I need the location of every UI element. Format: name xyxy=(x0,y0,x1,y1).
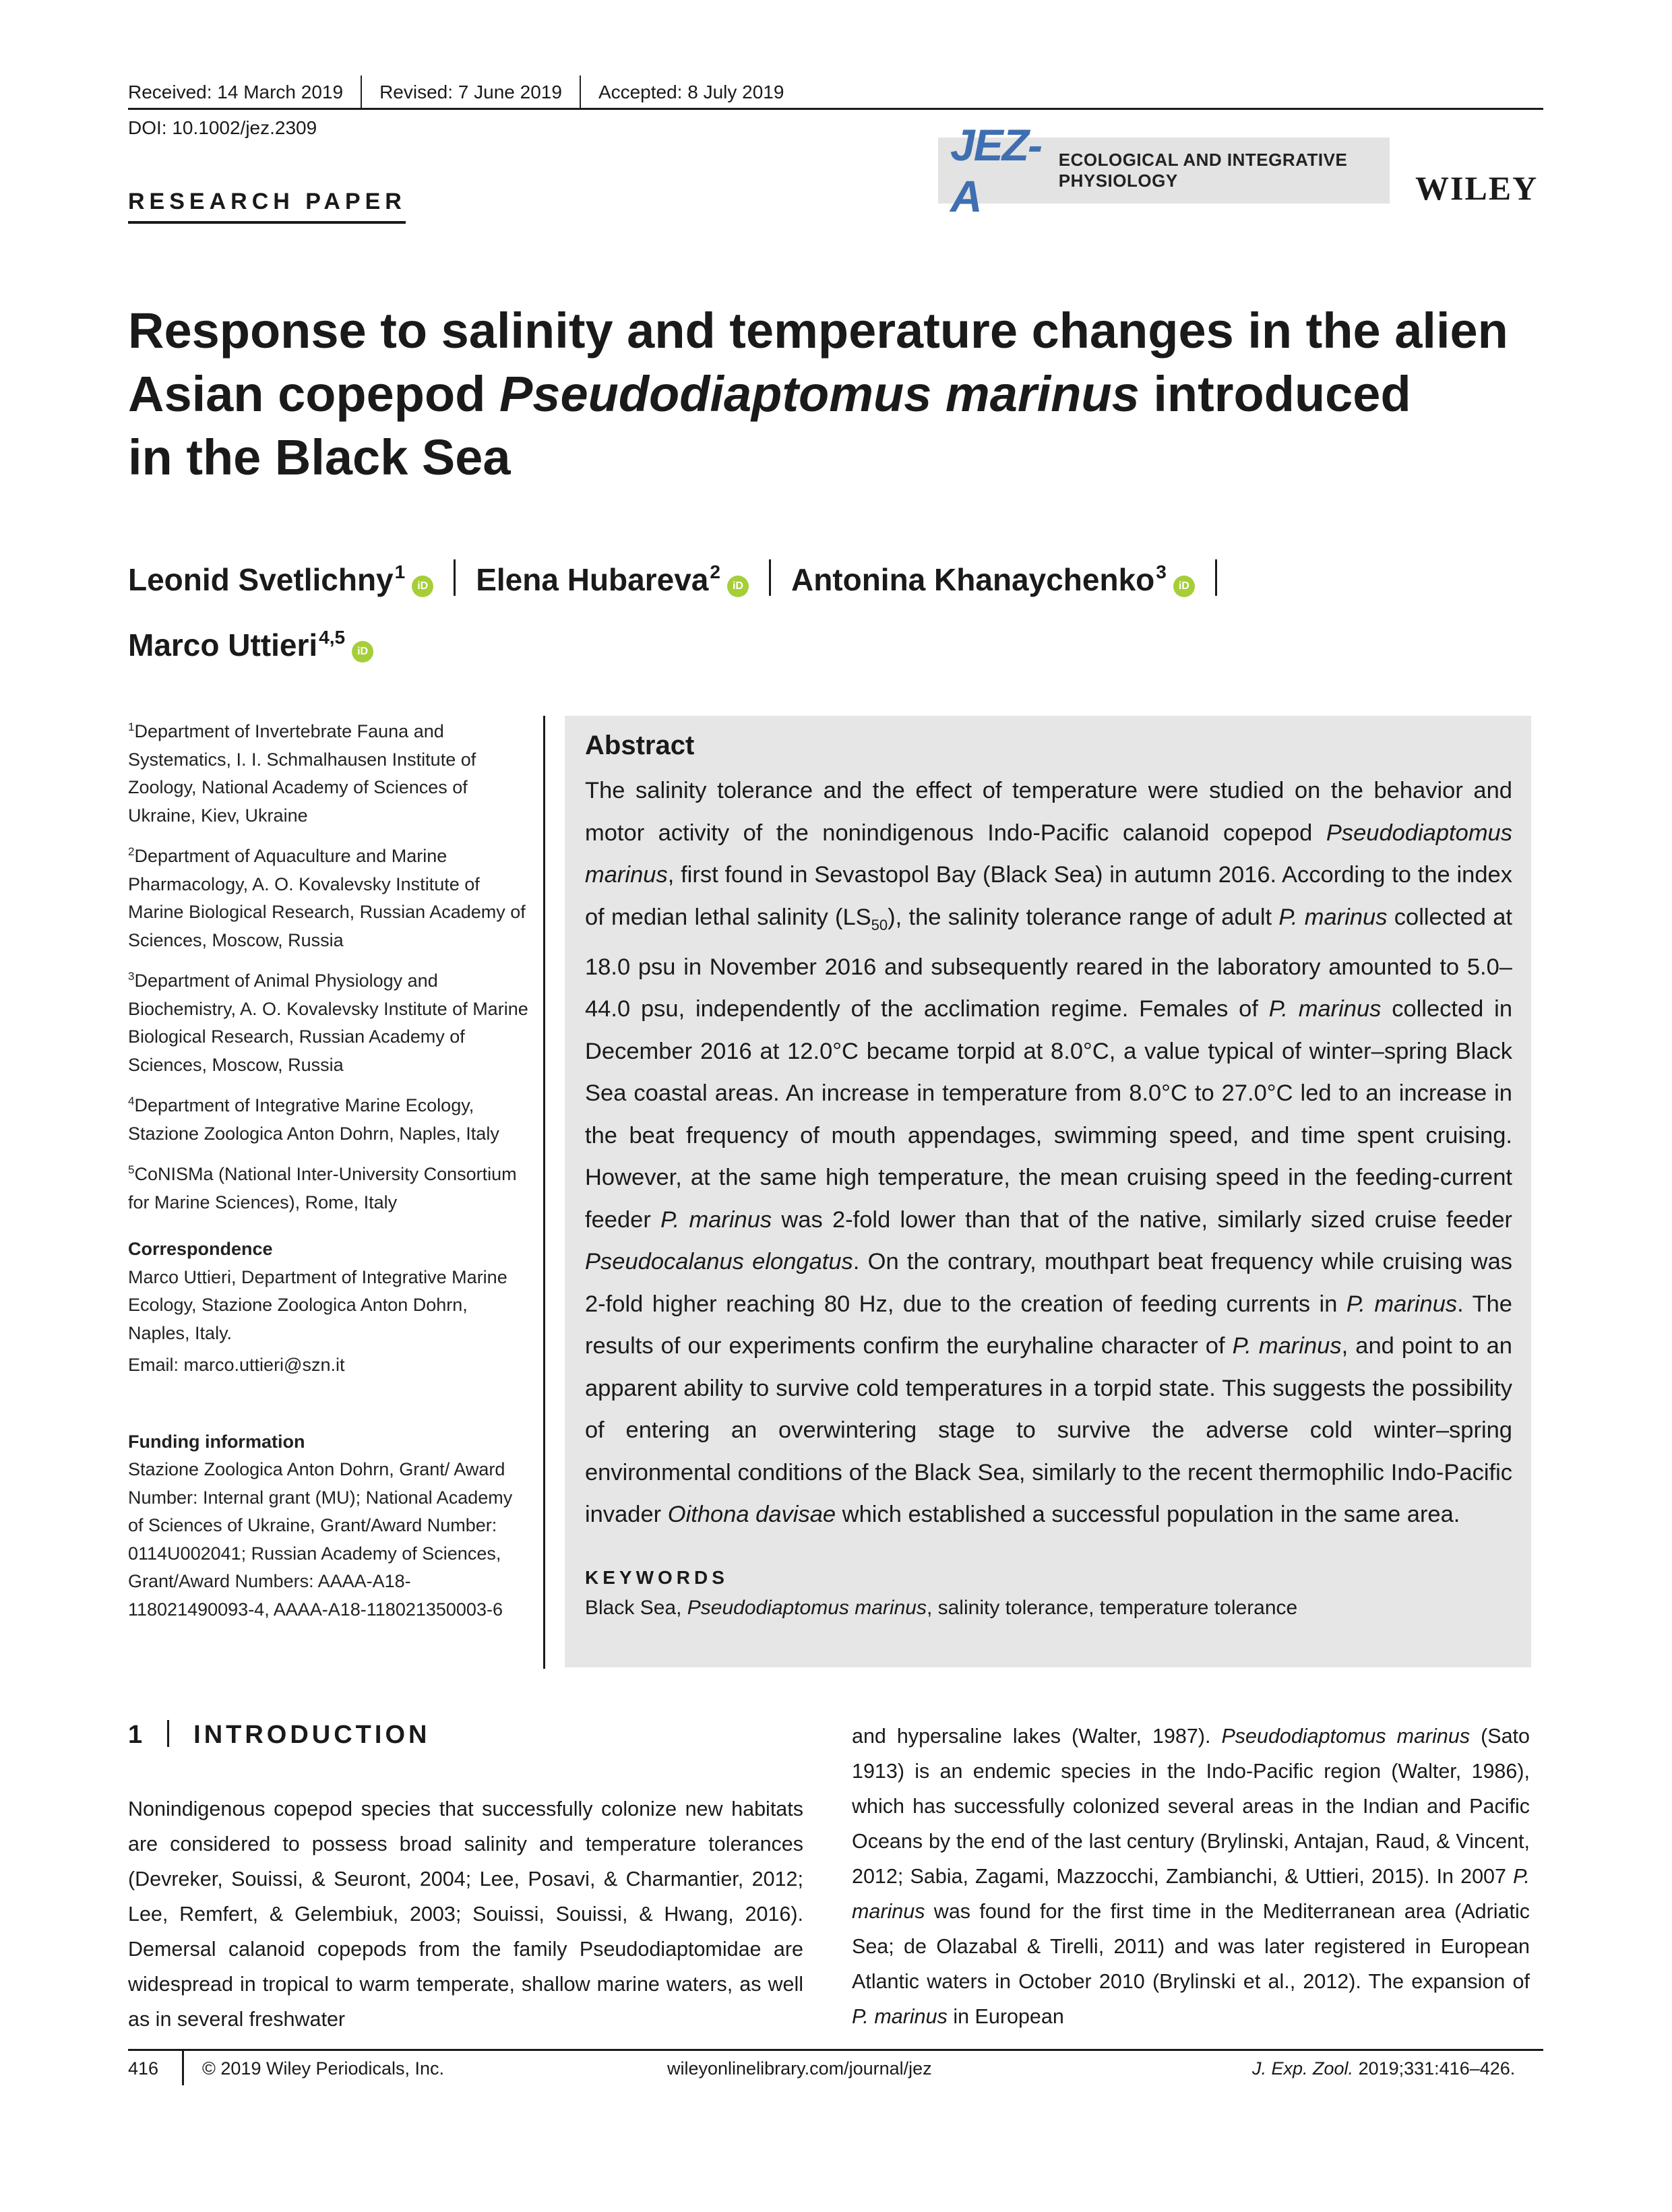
footer-divider xyxy=(182,2049,184,2085)
orcid-icon[interactable]: iD xyxy=(412,576,433,597)
correspondence-heading: Correspondence xyxy=(128,1239,273,1259)
article-type: RESEARCH PAPER xyxy=(128,189,406,214)
abstract-box xyxy=(565,716,1531,1667)
author-divider xyxy=(769,559,771,596)
article-dates xyxy=(128,75,801,109)
orcid-icon[interactable]: iD xyxy=(352,641,373,663)
copyright: © 2019 Wiley Periodicals, Inc. xyxy=(202,2058,445,2079)
abstract-text: The salinity tolerance and the effect of temperature were studied on the behavior and motor activity of the nonindigenous Indo-Pacific calanoid copepod Pseudodiaptomus marinus, first found in Sevastopol Bay (Black Sea) in autumn 2016. According to the index of median lethal salinity $(LS_{50})$, the salinity tolerance range of adult P. marinus collected at 18.0 psu in November 2016 and subsequently reared in the laboratory amounted to 5.0–44.0 psu, independently of the acclimation regime. Females of P. marinus collected in December 2016 at 12.0°C became torpid at 8.0°C, a value typical of winter–spring Black Sea coastal areas. An increase in temperature from 8.0°C to 27.0°C led to an increase in the beat frequency of mouth appendages, swimming speed, and time spent cruising. However, at the same high temperature, the mean cruising speed in the feeding-current feeder P. marinus was 2-fold lower than that of the native, similarly sized cruise feeder Pseudocalanus elongatus. On the contrary, mouthpart beat frequency while cruising was 2-fold higher reaching 80 Hz, due to the creation of feeding currents in P. marinus. The results of our experiments confirm the euryhaline character of P. marinus, and point to an apparent ability to survive cold temperatures in a torpid state. This suggests the possibility of entering an overwintering stage to survive the adverse cold winter–spring environmental conditions of the Black Sea, similarly to the recent thermophilic Indo-Pacific invader Oithona davisae which established a successful population in the same area. xyxy=(585,778,1513,1528)
section-heading-introduction: 1 INTRODUCTION xyxy=(128,1721,431,1749)
page-number: 416 xyxy=(128,2058,159,2079)
column-divider xyxy=(543,716,545,1669)
author-divider xyxy=(1215,559,1217,596)
author[interactable]: Elena Hubareva$^2$iD xyxy=(476,543,749,609)
funding-text: Stazione Zoologica Anton Dohrn, Grant/ Award Number: Internal grant (MU); National Academy of Sciences of Ukraine, Grant/Award Number: 0114U002041; Russian Academy of Sciences, Grant/Award Numbers: AAAA-A18-118021490093-4, AAAA-A18-118021350003-6 xyxy=(128,1459,513,1620)
article-type-underline xyxy=(128,221,406,224)
funding-heading: Funding information xyxy=(128,1431,305,1452)
affiliation: $^5$CoNISMa (National Inter-University Consortium for Marine Sciences), Rome, Italy xyxy=(128,1163,517,1212)
introduction-left-column: Nonindigenous copepod species that successfully colonize new habitats are considered to possess broad salinity and temperature tolerances (Devreker, Souissi, & Seuront, 2004; Lee, Posavi, & Charmantier, 2012; Lee, Remfert, & Gelembiuk, 2003; Souissi, Souissi, & Hwang, 2016). Demersal calanoid copepods from the family Pseudodiaptomidae are widespread in tropical to warm temperate, shallow marine waters, as well as in several freshwater xyxy=(128,1798,803,2031)
header-rule xyxy=(128,108,1543,110)
revised-date: Revised: 7 June 2019 xyxy=(379,82,562,102)
author-list xyxy=(128,543,1543,674)
title-line-1: Response to salinity and temperature changes in the alien xyxy=(128,303,1508,359)
correspondence-email[interactable]: Email: marco.uttieri@szn.it xyxy=(128,1355,345,1375)
section-divider xyxy=(167,1720,169,1747)
journal-logo[interactable] xyxy=(938,120,1390,221)
article-title xyxy=(128,299,1516,489)
doi[interactable]: DOI: 10.1002/jez.2309 xyxy=(128,117,317,138)
affiliations-column xyxy=(128,713,532,1624)
author[interactable]: Marco Uttieri$^{4,5}$iD xyxy=(128,609,373,674)
title-line-2: Asian copepod Pseudodiaptomus marinus introduced xyxy=(128,366,1411,422)
journal-logo-mark: JEZ-A xyxy=(950,120,1042,221)
keywords-list: Black Sea, Pseudodiaptomus marinus, salinity tolerance, temperature tolerance xyxy=(585,1596,1298,1619)
correspondence-text: Marco Uttieri, Department of Integrative Marine Ecology, Stazione Zoologica Anton Dohrn, Naples, Italy. xyxy=(128,1266,507,1343)
affiliation: $^4$Department of Integrative Marine Ecology, Stazione Zoologica Anton Dohrn, Naples, Italy xyxy=(128,1095,499,1144)
journal-subtitle: ECOLOGICAL AND INTEGRATIVE PHYSIOLOGY xyxy=(1058,150,1348,191)
keywords-heading: KEYWORDS xyxy=(585,1566,729,1588)
orcid-icon[interactable]: iD xyxy=(1173,576,1195,597)
publisher-logo[interactable]: WILEY xyxy=(1415,169,1539,207)
affiliation: $^1$Department of Invertebrate Fauna and Systematics, I. I. Schmalhausen Institute of Zoology, National Academy of Sciences of Ukraine, Kiev, Ukraine xyxy=(128,720,476,826)
species-name: Pseudodiaptomus marinus xyxy=(499,366,1140,422)
author-divider xyxy=(454,559,456,596)
introduction-right-column: and hypersaline lakes (Walter, 1987). Pseudodiaptomus marinus (Sato 1913) is an endemic species in the Indo-Pacific region (Walter, 1986), which has successfully colonized several areas in the Indian and Pacific Oceans by the end of the last century (Brylinski, Antajan, Raud, & Vincent, 2012; Sabia, Zagami, Mazzocchi, Zambianchi, & Uttieri, 2015). In 2007 P. marinus was found for the first time in the Mediterranean area (Adriatic Sea; de Olazabal & Tirelli, 2011) and was later registered in European Atlantic waters in October 2010 (Brylinski et al., 2012). The expansion of P. marinus in European xyxy=(852,1725,1530,2028)
author[interactable]: Antonina Khanaychenko$^3$iD xyxy=(791,543,1195,609)
affiliation: $^3$Department of Animal Physiology and Biochemistry, A. O. Kovalevsky Institute of Marine Biological Research, Russian Academy of Sciences, Moscow, Russia xyxy=(128,970,528,1075)
abstract-heading: Abstract xyxy=(585,731,695,760)
accepted-date: Accepted: 8 July 2019 xyxy=(598,82,784,102)
citation: J. Exp. Zool. 2019;331:416–426. xyxy=(1252,2058,1516,2079)
received-date: Received: 14 March 2019 xyxy=(128,82,344,102)
orcid-icon[interactable]: iD xyxy=(727,576,749,597)
journal-url[interactable]: wileyonlinelibrary.com/journal/jez xyxy=(667,2058,932,2079)
author[interactable]: Leonid Svetlichny$^1$iD xyxy=(128,543,433,609)
footer-rule xyxy=(128,2049,1543,2051)
title-line-3: in the Black Sea xyxy=(128,429,511,485)
affiliation: $^2$Department of Aquaculture and Marine Pharmacology, A. O. Kovalevsky Institute of Marine Biological Research, Russian Academy of Sciences, Moscow, Russia xyxy=(128,845,526,950)
